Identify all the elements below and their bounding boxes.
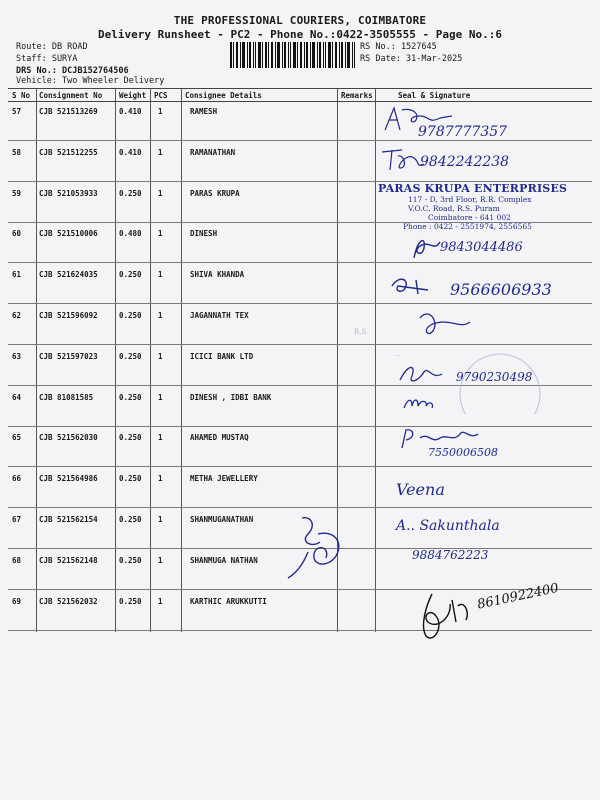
header-consignee: Consignee Details <box>185 91 262 100</box>
header-remarks: Remarks <box>341 91 373 100</box>
table-row <box>8 426 592 467</box>
cell-weight: 0.250 <box>119 351 142 361</box>
cell-sno: 60 <box>12 229 22 239</box>
cell-consignee: DINESH , IDBI BANK <box>190 392 272 402</box>
cell-consignee: DINESH <box>190 229 218 239</box>
header-weight: Weight <box>119 91 147 100</box>
handwritten-phone-60: 9843044486 <box>440 240 523 255</box>
cell-consignment: CJB 521562148 <box>39 555 98 565</box>
signature-rows-67-68 <box>282 512 352 584</box>
handwritten-phone-65: 7550006508 <box>428 446 498 459</box>
svg-text:...: ... <box>394 350 401 358</box>
cell-consignee: ICICI BANK LTD <box>190 351 254 361</box>
stamp-name: PARAS KRUPA ENTERPRISES <box>378 182 568 195</box>
cell-weight: 0.250 <box>119 515 142 524</box>
cell-weight: 0.480 <box>119 229 142 239</box>
rs-date: RS Date: 31-Mar-2025 <box>360 54 463 64</box>
cell-weight: 0.250 <box>119 270 142 280</box>
cell-consignment: CJB 521564986 <box>39 474 98 484</box>
cell-consignee: KARTHIC ARUKKUTTI <box>190 596 267 606</box>
stamp-line4: Phone : 0422 - 2551974, 2556565 <box>403 222 532 231</box>
cell-weight: 0.410 <box>119 147 142 157</box>
cell-pcs: 1 <box>158 392 163 402</box>
barcode <box>230 42 355 68</box>
cell-sno: 62 <box>12 311 22 320</box>
cell-consignment: CJB 521510006 <box>39 229 98 239</box>
cell-pcs: 1 <box>158 147 163 157</box>
handwritten-phone-61: 9566606933 <box>450 280 552 299</box>
cell-consignee: SHANMUGA NATHAN <box>190 555 258 565</box>
cell-sno: 66 <box>12 474 22 484</box>
cell-consignee: PARAS KRUPA <box>190 188 240 198</box>
cell-consignment: CJB 521512255 <box>39 147 98 157</box>
cell-pcs: 1 <box>158 515 163 524</box>
cell-weight: 0.410 <box>119 107 142 116</box>
handwritten-name-67: A.. Sakunthala <box>396 518 500 534</box>
cell-pcs: 1 <box>158 229 163 239</box>
handwritten-phone-58: 9842242238 <box>420 154 510 170</box>
cell-weight: 0.250 <box>119 474 142 484</box>
cell-pcs: 1 <box>158 351 163 361</box>
cell-weight: 0.250 <box>119 433 142 443</box>
cell-sno: 59 <box>12 188 22 198</box>
cell-weight: 0.250 <box>119 392 142 402</box>
cell-sno: 57 <box>12 107 22 116</box>
cell-pcs: 1 <box>158 596 163 606</box>
cell-consignment: CJB 521053933 <box>39 188 98 198</box>
header-pcs: PCS <box>154 91 168 100</box>
cell-sno: 69 <box>12 596 22 606</box>
cell-consignment: CJB 521596092 <box>39 311 98 320</box>
cell-weight: 0.250 <box>119 555 142 565</box>
signature-row-69 <box>412 586 482 646</box>
svg-text:R.S.: R.S. <box>354 328 369 336</box>
stamp-line3: Coimbatore - 641 002 <box>428 213 511 222</box>
cell-pcs: 1 <box>158 107 163 116</box>
company-stamp <box>378 182 578 231</box>
cell-consignment: CJB 521513269 <box>39 107 98 116</box>
cell-sno: 58 <box>12 147 22 157</box>
cell-weight: 0.250 <box>119 596 142 606</box>
handwritten-phone-57: 9787777357 <box>418 124 508 140</box>
cell-consignment: CJB 521597023 <box>39 351 98 361</box>
stamp-line2: V.O.C. Road, R.S. Puram <box>408 204 500 213</box>
cell-pcs: 1 <box>158 555 163 565</box>
stamp-line1: 117 - D, 3rd Floor, R.R. Complex <box>408 195 532 204</box>
handwritten-phone-69: 8610922400 <box>476 580 561 613</box>
table-row <box>8 467 592 508</box>
route-label: Route: DB ROAD <box>16 42 88 52</box>
cell-consignee: METHA JEWELLERY <box>190 474 258 484</box>
cell-consignment: CJB 81081585 <box>39 392 94 402</box>
cell-pcs: 1 <box>158 433 163 443</box>
handwritten-phone-63: 9790230498 <box>456 370 533 384</box>
cell-pcs: 1 <box>158 188 163 198</box>
signature-row-61 <box>388 272 438 298</box>
header-seal: Seal & Signature <box>398 91 471 100</box>
drs-number: DRS No.: DCJB152764506 <box>16 66 129 76</box>
signature-row-64 <box>402 392 442 412</box>
header-consignment: Consignment No <box>39 91 103 100</box>
cell-weight: 0.250 <box>119 188 142 198</box>
rs-number: RS No.: 1527645 <box>360 42 437 52</box>
cell-sno: 67 <box>12 515 22 524</box>
handwritten-phone-68: 9884762223 <box>412 548 489 562</box>
cell-consignment: CJB 521624035 <box>39 270 98 280</box>
cell-sno: 68 <box>12 555 22 565</box>
cell-consignment: CJB 521562154 <box>39 515 98 524</box>
cell-consignment: CJB 521562030 <box>39 433 98 443</box>
company-title: THE PROFESSIONAL COURIERS, COIMBATORE <box>173 14 427 27</box>
cell-sno: 65 <box>12 433 22 443</box>
cell-consignment: CJB 521562032 <box>39 596 98 606</box>
cell-sno: 63 <box>12 351 22 361</box>
cell-pcs: 1 <box>158 474 163 484</box>
cell-sno: 61 <box>12 270 22 280</box>
vehicle-label: Vehicle: Two Wheeler Delivery <box>16 76 165 86</box>
faded-stamp <box>350 304 550 414</box>
handwritten-name-66: Veena <box>396 480 445 499</box>
cell-consignee: SHANMUGANATHAN <box>190 515 254 524</box>
cell-weight: 0.250 <box>119 311 142 320</box>
cell-consignee: AHAMED MUSTAQ <box>190 433 249 443</box>
cell-consignee: RAMESH <box>190 107 218 116</box>
cell-consignee: SHIVA KHANDA <box>190 270 245 280</box>
signature-row-63 <box>398 360 458 386</box>
header-sno: S No <box>12 91 31 100</box>
cell-sno: 64 <box>12 392 22 402</box>
cell-consignee: RAMANATHAN <box>190 147 236 157</box>
cell-pcs: 1 <box>158 311 163 320</box>
cell-consignee: JAGANNATH TEX <box>190 311 249 320</box>
staff-label: Staff: SURYA <box>16 54 78 64</box>
cell-pcs: 1 <box>158 270 163 280</box>
runsheet-subtitle: Delivery Runsheet - PC2 - Phone No.:0422-3505555 - Page No.:6 <box>98 28 502 41</box>
